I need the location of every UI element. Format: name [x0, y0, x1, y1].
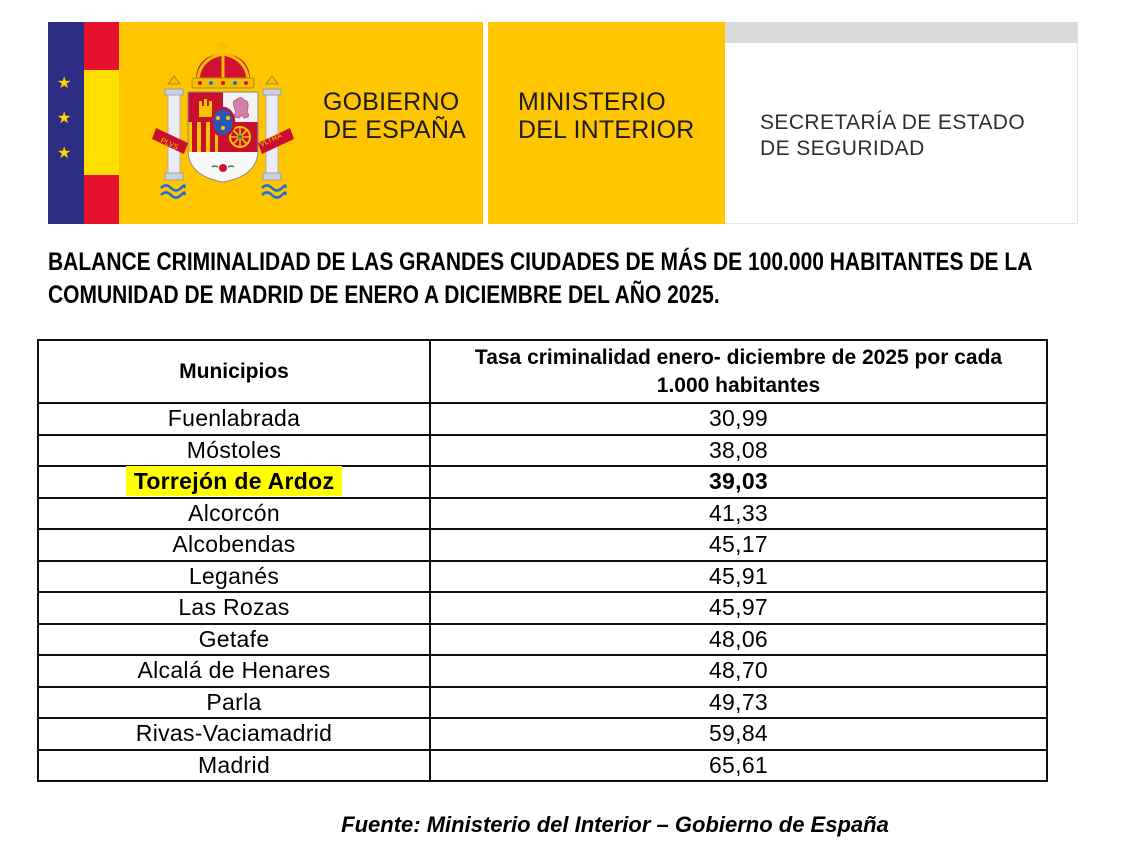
eu-star-icon: ★	[57, 110, 72, 127]
gobierno-de-espana-label	[323, 88, 466, 144]
tasa-value: 48,06	[430, 624, 1047, 656]
banner-left-text: PLVS	[159, 135, 180, 152]
municipio-label: Alcorcón	[188, 499, 280, 526]
table-row	[38, 435, 1047, 467]
table-row	[38, 750, 1047, 782]
secretaria-line2: DE SEGURIDAD	[760, 137, 925, 160]
municipios-column-header: Municipios	[38, 340, 430, 403]
table-row	[38, 624, 1047, 656]
municipio-cell	[38, 403, 430, 435]
table-row	[38, 592, 1047, 624]
municipio-cell	[38, 466, 430, 498]
eu-star-icon: ★	[57, 75, 72, 92]
eu-flag-strip	[48, 22, 84, 224]
municipio-cell	[38, 624, 430, 656]
tasa-header-line2: 1.000 habitantes	[656, 373, 821, 397]
flag-red-band	[84, 175, 119, 224]
flag-yellow-band	[84, 70, 119, 175]
tasa-value: 45,97	[430, 592, 1047, 624]
source-attribution: Fuente: Ministerio del Interior – Gobierno de España	[341, 812, 889, 837]
table-row	[38, 466, 1047, 498]
table-row	[38, 687, 1047, 719]
flag-red-band	[84, 22, 119, 70]
spain-flag-strip	[84, 22, 119, 224]
crime-rate-table	[37, 339, 1048, 782]
gobierno-line1: GOBIERNO	[323, 88, 460, 116]
table-row	[38, 529, 1047, 561]
municipio-label: Fuenlabrada	[167, 405, 301, 432]
municipio-label: Alcalá de Henares	[137, 657, 331, 684]
table-row	[38, 498, 1047, 530]
tasa-value: 65,61	[430, 750, 1047, 782]
municipio-cell	[38, 655, 430, 687]
municipio-label: Parla	[206, 688, 262, 715]
gobierno-block	[48, 22, 483, 224]
municipio-label: Leganés	[188, 562, 280, 589]
municipio-label: Torrejón de Ardoz	[126, 466, 343, 496]
municipio-cell	[38, 687, 430, 719]
tasa-value: 48,70	[430, 655, 1047, 687]
municipio-cell	[38, 718, 430, 750]
tasa-value: 38,08	[430, 435, 1047, 467]
spain-coat-of-arms-icon	[148, 40, 298, 210]
ministerio-block	[488, 22, 725, 224]
table-row	[38, 655, 1047, 687]
municipio-cell	[38, 498, 430, 530]
ministerio-line2: DEL INTERIOR	[518, 116, 695, 144]
municipio-label: Rivas-Vaciamadrid	[135, 720, 333, 747]
eu-star-icon: ★	[57, 145, 72, 162]
banner-right-text: VLTRA	[258, 130, 284, 149]
title-line1: BALANCE CRIMINALIDAD DE LAS GRANDES CIUDADES DE MÁS DE 100.000 HABITANTES DE LA	[48, 248, 1033, 276]
municipio-cell	[38, 435, 430, 467]
table-row	[38, 403, 1047, 435]
table-row	[38, 718, 1047, 750]
ministerio-del-interior-label	[518, 88, 695, 144]
page-title	[48, 246, 1140, 312]
tasa-value: 39,03	[430, 466, 1047, 498]
ministerio-line1: MINISTERIO	[518, 88, 666, 116]
tasa-column-header	[430, 340, 1047, 403]
tasa-header-line1: Tasa criminalidad enero- diciembre de 2025 por cada	[474, 345, 1003, 369]
municipio-cell	[38, 529, 430, 561]
tasa-value: 41,33	[430, 498, 1047, 530]
shield-icon	[188, 92, 258, 182]
castile-castle-icon	[199, 99, 212, 117]
table-row	[38, 561, 1047, 593]
tasa-value: 30,99	[430, 403, 1047, 435]
bourbon-inescutcheon-icon	[212, 108, 234, 136]
table-header-row	[38, 340, 1047, 403]
tasa-value: 59,84	[430, 718, 1047, 750]
municipio-label: Getafe	[198, 625, 270, 652]
municipio-label: Madrid	[197, 751, 271, 778]
secretaria-line1: SECRETARÍA DE ESTADO	[760, 111, 1026, 134]
secretaria-panel	[725, 22, 1078, 224]
panel-top-band	[725, 22, 1077, 43]
leon-lion-icon	[233, 98, 248, 119]
tasa-value: 45,17	[430, 529, 1047, 561]
spain-eu-flag	[48, 22, 119, 224]
municipio-label: Alcobendas	[172, 531, 296, 558]
municipio-cell	[38, 561, 430, 593]
tasa-value: 45,91	[430, 561, 1047, 593]
royal-crown-icon	[192, 42, 254, 88]
gobierno-line2: DE ESPAÑA	[323, 116, 467, 144]
secretaria-label	[760, 110, 1025, 162]
municipio-cell	[38, 750, 430, 782]
title-line2: COMUNIDAD DE MADRID DE ENERO A DICIEMBRE DEL AÑO 2025.	[48, 281, 720, 309]
municipio-cell	[38, 592, 430, 624]
municipio-label: Móstoles	[186, 436, 282, 463]
tasa-value: 49,73	[430, 687, 1047, 719]
municipio-label: Las Rozas	[178, 594, 290, 621]
government-header	[48, 22, 1078, 224]
